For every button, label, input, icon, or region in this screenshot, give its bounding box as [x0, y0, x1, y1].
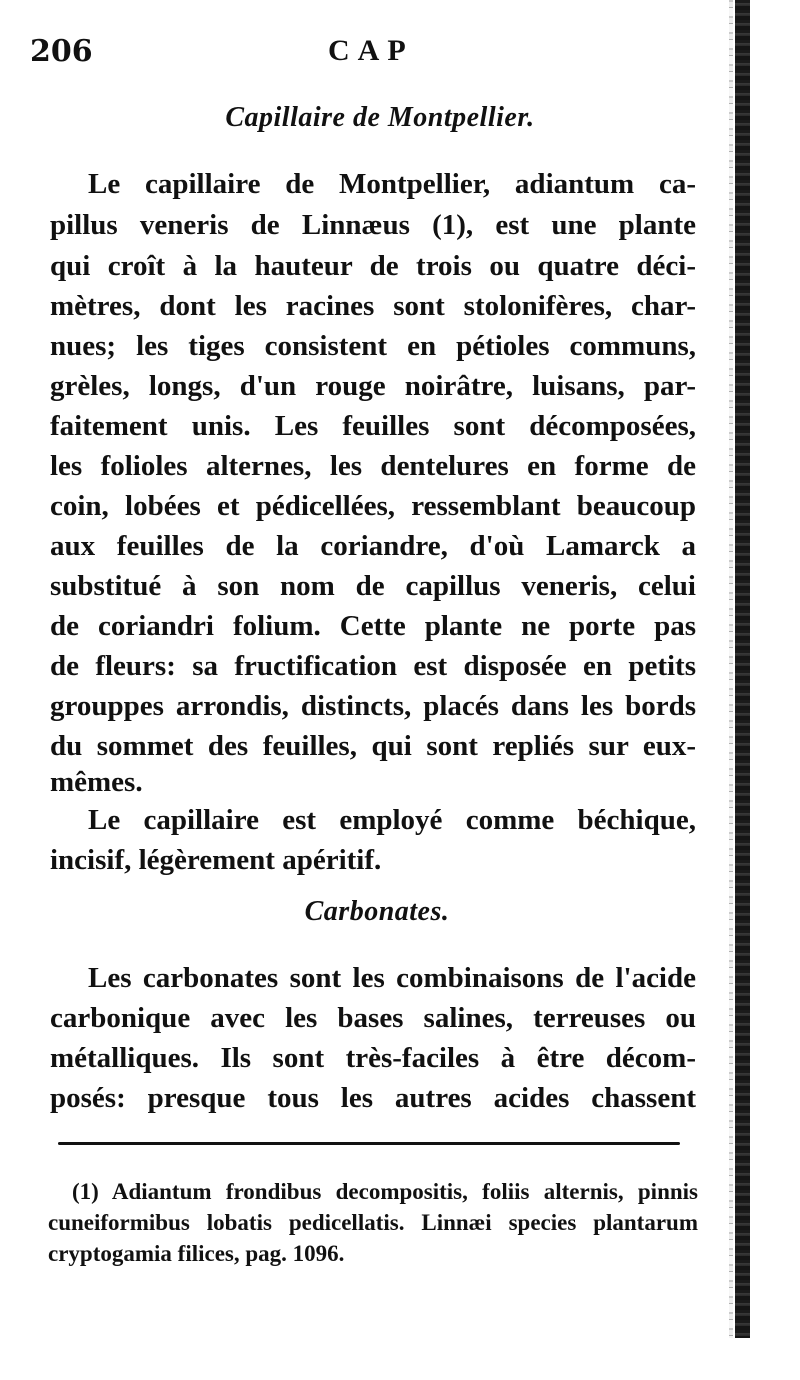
- text-line: incisif, légèrement apéritif.: [50, 844, 382, 876]
- text-line: pillus veneris de Linnæus (1), est une plante: [50, 209, 696, 241]
- footnote-line: cryptogamia filices, pag. 1096.: [48, 1241, 345, 1266]
- text-line: qui croît à la hauteur de trois ou quatre déci-: [50, 250, 696, 282]
- footnote-separator: [58, 1142, 680, 1145]
- text-line: Le capillaire de Montpellier, adiantum ca-: [88, 168, 696, 200]
- text-line: du sommet des feuilles, qui sont repliés sur eux-: [50, 730, 696, 762]
- text-line: métalliques. Ils sont très-faciles à être décom-: [50, 1042, 696, 1074]
- page-number: 206: [30, 34, 93, 69]
- text-line: carbonique avec les bases salines, terreuses ou: [50, 1002, 696, 1034]
- section-heading-carbonates: Carbonates.: [304, 896, 450, 927]
- page-header: [30, 34, 720, 84]
- page-edge-shadow: [729, 0, 733, 1338]
- running-head: CAP: [328, 34, 414, 67]
- text-line: mètres, dont les racines sont stolonifères, char-: [50, 290, 696, 322]
- footnote-line: cuneiformibus lobatis pedicellatis. Linnæi species plantarum: [48, 1210, 698, 1235]
- text-line: mêmes.: [50, 766, 143, 798]
- text-line: substitué à son nom de capillus veneris, celui: [50, 570, 696, 602]
- text-line: Les carbonates sont les combinaisons de l'acide: [88, 962, 696, 994]
- section-heading-capillaire: Capillaire de Montpellier.: [225, 102, 535, 133]
- text-line: coin, lobées et pédicellées, ressemblant beaucoup: [50, 490, 696, 522]
- text-line: nues; les tiges consistent en pétioles communs,: [50, 330, 696, 362]
- text-line: les folioles alternes, les dentelures en forme de: [50, 450, 696, 482]
- text-line: grèles, longs, d'un rouge noirâtre, luisans, par-: [50, 370, 696, 402]
- text-line: faitement unis. Les feuilles sont décomposées,: [50, 410, 696, 442]
- text-line: de fleurs: sa fructification est disposée en petits: [50, 650, 696, 682]
- text-line: Le capillaire est employé comme béchique,: [88, 804, 696, 836]
- footnote-line: (1) Adiantum frondibus decompositis, foliis alternis, pinnis: [72, 1179, 698, 1204]
- text-line: grouppes arrondis, distincts, placés dans les bords: [50, 690, 696, 722]
- text-line: posés: presque tous les autres acides chassent: [50, 1082, 696, 1114]
- text-line: de coriandri folium. Cette plante ne porte pas: [50, 610, 696, 642]
- text-line: aux feuilles de la coriandre, d'où Lamarck a: [50, 530, 696, 562]
- book-spine: [735, 0, 750, 1338]
